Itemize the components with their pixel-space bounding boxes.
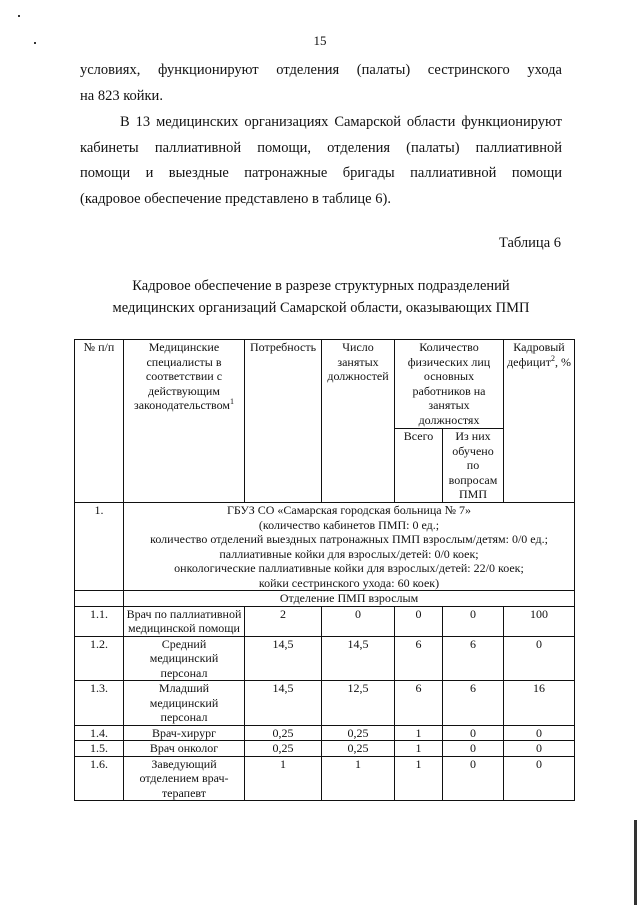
row-num: 1.4. bbox=[75, 725, 124, 741]
department-name: Отделение ПМП взрослым bbox=[124, 591, 575, 607]
org-num: 1. bbox=[75, 503, 124, 591]
row-num: 1.3. bbox=[75, 681, 124, 726]
header-need: Потребность bbox=[245, 340, 322, 503]
header-persons: Количество физических лиц основных работников на занятых должностях bbox=[395, 340, 504, 429]
row-total: 1 bbox=[395, 725, 443, 741]
row-deficit: 0 bbox=[504, 636, 575, 681]
table-row bbox=[75, 741, 575, 757]
org-line: ГБУЗ СО «Самарская городская больница № 7» bbox=[226, 503, 472, 517]
header-specialists-text: Медицинские специалисты в соответствии с действующим законодательством bbox=[133, 340, 231, 412]
org-line: паллиативные койки для взрослых/детей: 0/0 коек; bbox=[219, 546, 479, 561]
row-occupied: 1 bbox=[322, 756, 395, 801]
footnote-mark: 2 bbox=[550, 353, 555, 363]
row-deficit: 0 bbox=[504, 741, 575, 757]
row-deficit: 0 bbox=[504, 756, 575, 801]
text-line: В 13 медицинских организациях Самарской области функционируют bbox=[120, 114, 562, 130]
row-occupied: 0 bbox=[322, 606, 395, 636]
row-trained: 0 bbox=[443, 606, 504, 636]
department-row bbox=[75, 591, 575, 607]
row-occupied: 12,5 bbox=[322, 681, 395, 726]
row-deficit: 100 bbox=[504, 606, 575, 636]
footnote-mark: 1 bbox=[230, 397, 235, 406]
page-number: 15 bbox=[313, 33, 327, 48]
row-total: 1 bbox=[395, 741, 443, 757]
row-need: 1 bbox=[245, 756, 322, 801]
caption-line: Кадровое обеспечение в разрезе структурных подразделений bbox=[132, 278, 510, 294]
org-description bbox=[124, 503, 575, 591]
row-need: 2 bbox=[245, 606, 322, 636]
row-occupied: 0,25 bbox=[322, 725, 395, 741]
table-row bbox=[75, 636, 575, 681]
org-line: онкологические паллиативные койки для взрослых/детей: 22/0 коек; bbox=[174, 561, 524, 575]
row-need: 0,25 bbox=[245, 741, 322, 757]
row-total: 1 bbox=[395, 756, 443, 801]
scan-dot bbox=[18, 15, 20, 17]
header-row bbox=[75, 340, 575, 429]
row-name: Врач онколог bbox=[124, 741, 245, 757]
row-deficit: 16 bbox=[504, 681, 575, 726]
header-deficit-text: Кадровый дефицит bbox=[507, 340, 565, 369]
table-caption bbox=[80, 275, 562, 319]
table-label: Таблица 6 bbox=[498, 235, 561, 251]
text-line: на 823 койки. bbox=[80, 87, 163, 104]
row-total: 6 bbox=[395, 681, 443, 726]
paragraph-1 bbox=[80, 58, 562, 109]
row-need: 0,25 bbox=[245, 725, 322, 741]
header-total: Всего bbox=[395, 429, 443, 503]
header-trained: Из них обучено по вопросам ПМП bbox=[443, 429, 504, 503]
header-deficit bbox=[504, 340, 575, 503]
text-line: кабинеты паллиативной помощи, отделения (палаты) паллиативной bbox=[80, 139, 562, 156]
row-occupied: 0,25 bbox=[322, 741, 395, 757]
text-line: условиях, функционируют отделения (палаты) сестринского ухода bbox=[80, 62, 562, 78]
table-row bbox=[75, 756, 575, 801]
text-line: помощи и выездные патронажные бригады паллиативной помощи bbox=[80, 165, 562, 181]
text-line: (кадровое обеспечение представлено в таблице 6). bbox=[80, 190, 391, 207]
table-row bbox=[75, 725, 575, 741]
row-occupied: 14,5 bbox=[322, 636, 395, 681]
row-need: 14,5 bbox=[245, 636, 322, 681]
row-name: Средний медицинский персонал bbox=[124, 636, 245, 681]
org-line: количество отделений выездных патронажных ПМП взрослым/детям: 0/0 ед.; bbox=[150, 532, 548, 546]
header-specialists bbox=[124, 340, 245, 503]
caption-line: медицинских организаций Самарской области, оказывающих ПМП bbox=[112, 300, 530, 316]
row-name: Младший медицинский персонал bbox=[124, 681, 245, 726]
staffing-table bbox=[74, 339, 575, 801]
row-need: 14,5 bbox=[245, 681, 322, 726]
row-num: 1.1. bbox=[75, 606, 124, 636]
row-trained: 6 bbox=[443, 636, 504, 681]
organization-row bbox=[75, 503, 575, 591]
row-name: Врач-хирург bbox=[124, 725, 245, 741]
header-num: № п/п bbox=[75, 340, 124, 503]
row-total: 0 bbox=[395, 606, 443, 636]
header-occupied: Число занятых должностей bbox=[322, 340, 395, 503]
row-trained: 0 bbox=[443, 756, 504, 801]
table-row bbox=[75, 681, 575, 726]
paragraph-2 bbox=[80, 110, 562, 212]
row-num: 1.5. bbox=[75, 741, 124, 757]
row-num: 1.2. bbox=[75, 636, 124, 681]
row-total: 6 bbox=[395, 636, 443, 681]
department-num-cell bbox=[75, 591, 124, 607]
row-num: 1.6. bbox=[75, 756, 124, 801]
org-line: (количество кабинетов ПМП: 0 ед.; bbox=[258, 517, 440, 532]
row-trained: 6 bbox=[443, 681, 504, 726]
row-deficit: 0 bbox=[504, 725, 575, 741]
scan-edge bbox=[634, 820, 637, 905]
row-name: Врач по паллиативной медицинской помощи bbox=[124, 606, 245, 636]
row-name: Заведующий отделением врач-терапевт bbox=[124, 756, 245, 801]
table-row bbox=[75, 606, 575, 636]
org-line: койки сестринского ухода: 60 коек) bbox=[258, 575, 440, 590]
row-trained: 0 bbox=[443, 741, 504, 757]
row-trained: 0 bbox=[443, 725, 504, 741]
header-deficit-unit: , % bbox=[554, 354, 571, 369]
